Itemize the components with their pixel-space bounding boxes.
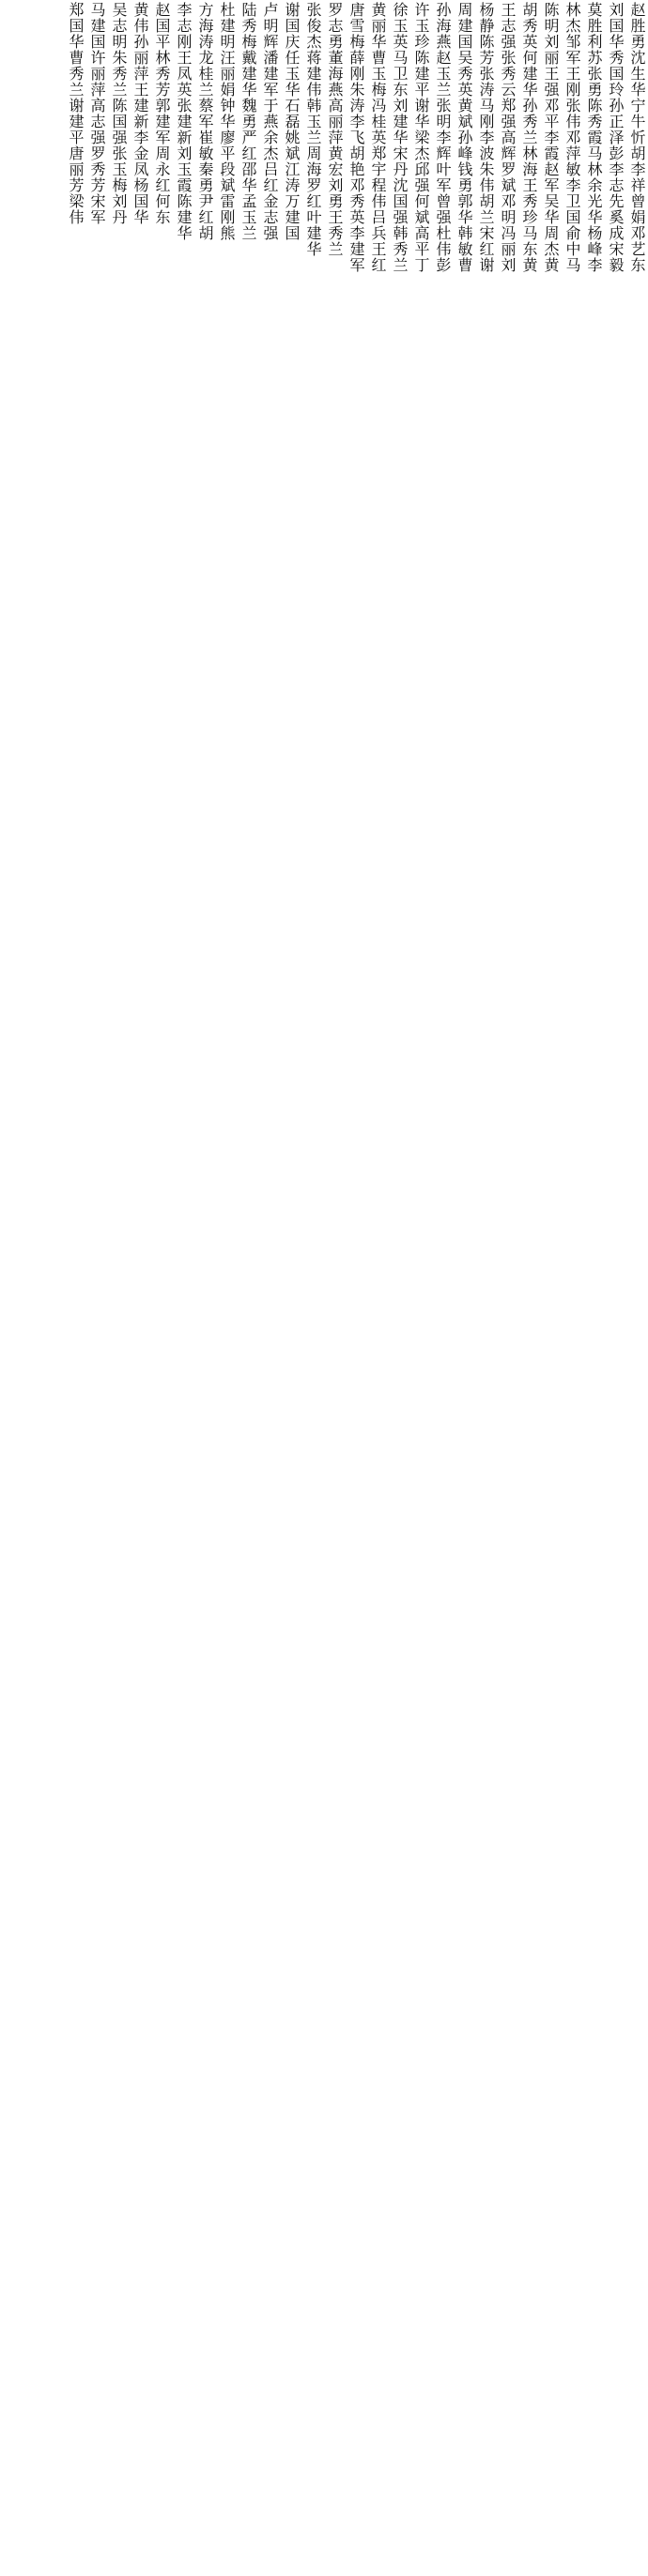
name-column: 黄伟孙丽萍王建新李金凤杨国华 <box>131 2 149 225</box>
name-column: 李志刚王凤英张建新刘玉霞陈建华 <box>175 2 193 241</box>
name-column: 赵胜勇沈生华宁牛忻胡李祥曾娟邓艺东 <box>628 2 646 273</box>
name-column: 卢明辉潘建军于燕余杰吕红金志强 <box>261 2 279 241</box>
name-column: 马建国许丽萍高志强罗秀芳宋军 <box>88 2 106 225</box>
name-column: 王志强张秀云郑强高辉罗斌邓明冯丽刘 <box>499 2 517 273</box>
name-column: 林杰邹军王刚张伟邓萍敏李卫国俞中马 <box>563 2 581 273</box>
name-column: 杜建明汪丽娟钟华廖平段斌雷刚熊 <box>218 2 236 241</box>
name-column: 谢国庆任玉华石磊姚斌江涛万建国 <box>283 2 301 241</box>
name-column: 杨静陈芳张涛马刚李波朱伟胡兰宋红谢 <box>477 2 495 273</box>
name-column: 刘国华秀国玲孙正泽彭李志先奚成宋毅 <box>607 2 625 273</box>
name-column: 罗志勇董海燕高丽萍黄宏刘勇王秀兰 <box>326 2 344 257</box>
name-column: 吴志明朱秀兰陈国强张玉梅刘丹 <box>110 2 128 225</box>
name-column: 陈明刘丽王强邓平李霞赵军吴华周杰黄 <box>542 2 560 273</box>
name-column: 胡秀英何建华孙秀兰林海王秀珍马东黄 <box>520 2 538 273</box>
name-column: 徐玉英马卫东刘建华宋丹沈国强韩秀兰 <box>391 2 409 273</box>
name-column: 张俊杰蒋建伟韩玉兰周海罗红叶建华 <box>304 2 322 257</box>
name-column: 唐雪梅薛刚朱涛李飞胡艳邓秀英李建军 <box>347 2 365 273</box>
name-column: 孙海燕赵玉兰张明李辉叶军曾强杜伟彭 <box>434 2 452 273</box>
name-column: 郑国华曹秀兰谢建平唐丽芳梁伟 <box>67 2 85 225</box>
name-column: 陆秀梅戴建华魏勇严红邵华孟玉兰 <box>239 2 257 241</box>
name-column: 莫胜利苏张勇陈秀霞马林余光华杨峰李 <box>585 2 603 273</box>
name-column: 周建国吴秀英黄斌孙峰钱勇郭华韩敏曹 <box>455 2 473 273</box>
name-column: 方海涛龙桂兰蔡军崔敏秦勇尹红胡 <box>196 2 214 241</box>
name-column: 许玉珍陈建平谢华梁杰邱强何斌高平丁 <box>412 2 430 273</box>
name-column: 赵国平林秀芳郭建军周永红何东 <box>153 2 171 225</box>
name-column: 黄丽华曹玉梅冯桂英郑宇程伟吕兵王红 <box>369 2 387 273</box>
